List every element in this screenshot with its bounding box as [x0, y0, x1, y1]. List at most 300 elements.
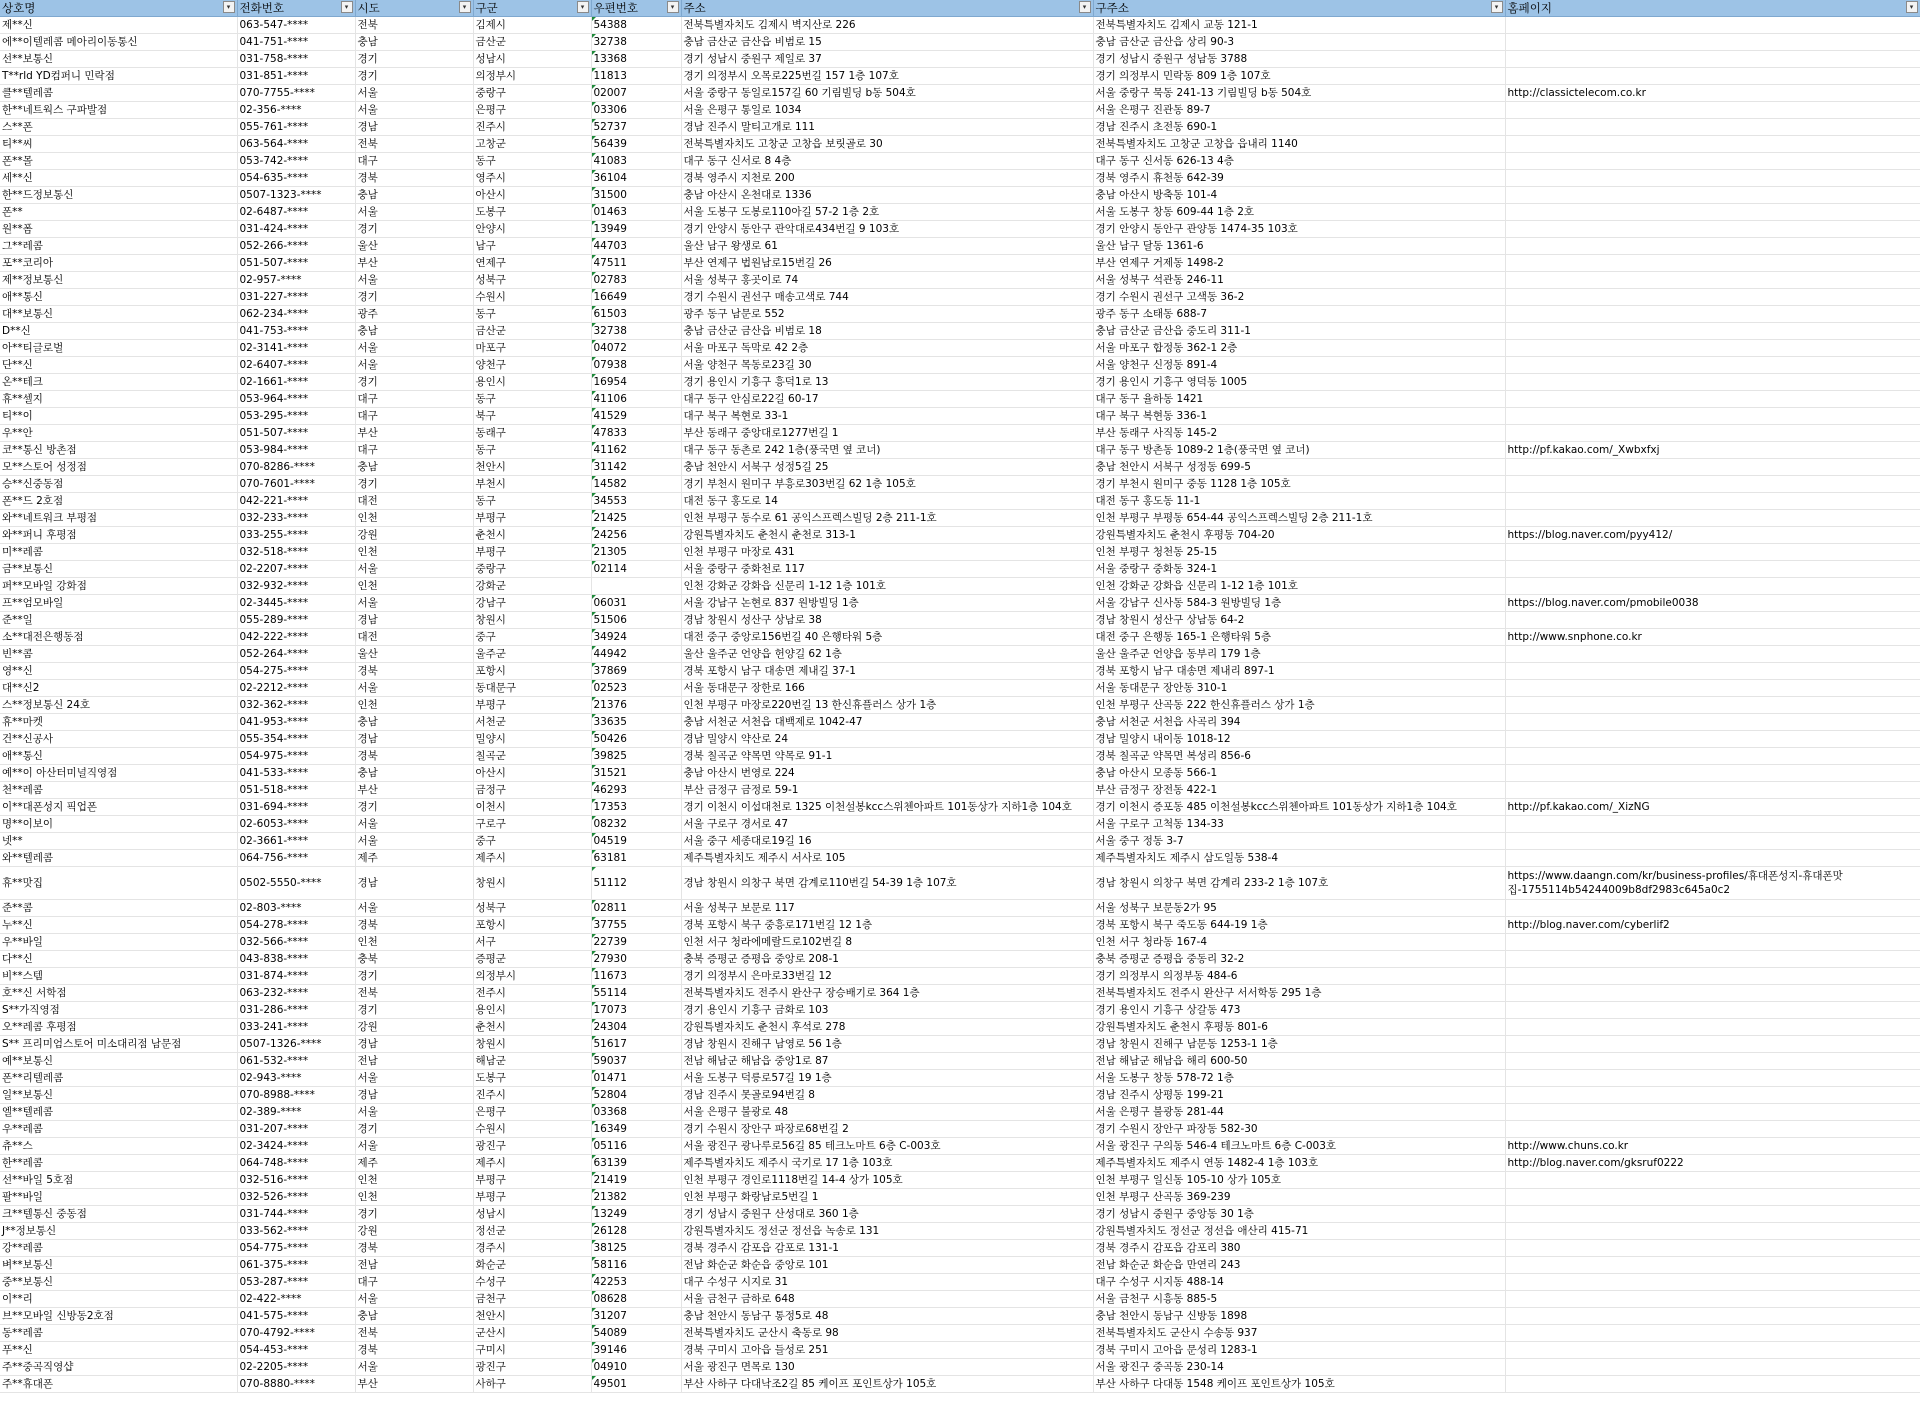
cell-address[interactable]: 경북 경주시 감포읍 감포로 131-1: [681, 1240, 1093, 1257]
cell-homepage[interactable]: [1505, 408, 1920, 425]
cell-address[interactable]: 경북 칠곡군 약목면 약목로 91-1: [681, 748, 1093, 765]
cell-gugun[interactable]: 의정부시: [473, 68, 591, 85]
cell-homepage[interactable]: [1505, 357, 1920, 374]
cell-address[interactable]: 충남 금산군 금산읍 비범로 18: [681, 323, 1093, 340]
cell-phone[interactable]: 042-221-****: [237, 493, 355, 510]
cell-zipcode[interactable]: 56439: [591, 136, 681, 153]
cell-old-address[interactable]: 부산 금정구 장전동 422-1: [1093, 782, 1505, 799]
table-row[interactable]: [0, 1359, 1920, 1376]
cell-phone[interactable]: 02-803-****: [237, 900, 355, 917]
cell-store-name[interactable]: T**rld YD컴퍼니 민락점: [0, 68, 237, 85]
cell-gugun[interactable]: 화순군: [473, 1257, 591, 1274]
cell-sido[interactable]: 충남: [355, 1308, 473, 1325]
table-row[interactable]: [0, 1087, 1920, 1104]
cell-address[interactable]: 대구 북구 복현로 33-1: [681, 408, 1093, 425]
cell-store-name[interactable]: 소**대전은행동점: [0, 629, 237, 646]
cell-phone[interactable]: 054-278-****: [237, 917, 355, 934]
cell-store-name[interactable]: 폰**몰: [0, 153, 237, 170]
cell-store-name[interactable]: 중**보통신: [0, 1274, 237, 1291]
cell-zipcode[interactable]: 17353: [591, 799, 681, 816]
cell-zipcode[interactable]: 07938: [591, 357, 681, 374]
cell-old-address[interactable]: 경남 창원시 의창구 북면 감계리 233-2 1층 107호: [1093, 867, 1505, 900]
column-header-gugun[interactable]: [473, 0, 591, 17]
cell-zipcode[interactable]: 26128: [591, 1223, 681, 1240]
cell-zipcode[interactable]: 02114: [591, 561, 681, 578]
cell-homepage[interactable]: [1505, 1206, 1920, 1223]
table-row[interactable]: [0, 1376, 1920, 1393]
table-row[interactable]: [0, 968, 1920, 985]
cell-homepage[interactable]: http://blog.naver.com/gksruf0222: [1505, 1155, 1920, 1172]
cell-zipcode[interactable]: 31142: [591, 459, 681, 476]
cell-zipcode[interactable]: 03306: [591, 102, 681, 119]
cell-phone[interactable]: 055-289-****: [237, 612, 355, 629]
cell-phone[interactable]: 02-389-****: [237, 1104, 355, 1121]
cell-phone[interactable]: 051-518-****: [237, 782, 355, 799]
cell-store-name[interactable]: 엘**텔레콤: [0, 1104, 237, 1121]
cell-old-address[interactable]: 경기 용인시 기흥구 상갈동 473: [1093, 1002, 1505, 1019]
cell-gugun[interactable]: 전주시: [473, 985, 591, 1002]
cell-address[interactable]: 경북 구미시 고아읍 들성로 251: [681, 1342, 1093, 1359]
cell-homepage[interactable]: [1505, 850, 1920, 867]
cell-gugun[interactable]: 군산시: [473, 1325, 591, 1342]
cell-phone[interactable]: 032-516-****: [237, 1172, 355, 1189]
cell-old-address[interactable]: 대구 북구 복현동 336-1: [1093, 408, 1505, 425]
cell-sido[interactable]: 강원: [355, 1223, 473, 1240]
cell-old-address[interactable]: 인천 서구 청라동 167-4: [1093, 934, 1505, 951]
cell-homepage[interactable]: [1505, 951, 1920, 968]
cell-phone[interactable]: 053-984-****: [237, 442, 355, 459]
table-row[interactable]: [0, 17, 1920, 34]
cell-store-name[interactable]: 스**정보통신 24호: [0, 697, 237, 714]
cell-zipcode[interactable]: 16954: [591, 374, 681, 391]
cell-sido[interactable]: 서울: [355, 816, 473, 833]
cell-old-address[interactable]: 충남 금산군 금산읍 상리 90-3: [1093, 34, 1505, 51]
cell-homepage[interactable]: [1505, 968, 1920, 985]
table-row[interactable]: [0, 510, 1920, 527]
table-row[interactable]: [0, 1036, 1920, 1053]
cell-sido[interactable]: 경기: [355, 51, 473, 68]
cell-store-name[interactable]: 우**레콤: [0, 1121, 237, 1138]
cell-old-address[interactable]: 제주특별자치도 제주시 연동 1482-4 1층 103호: [1093, 1155, 1505, 1172]
table-row[interactable]: [0, 323, 1920, 340]
cell-gugun[interactable]: 성남시: [473, 51, 591, 68]
cell-sido[interactable]: 대전: [355, 629, 473, 646]
cell-phone[interactable]: 033-255-****: [237, 527, 355, 544]
cell-zipcode[interactable]: 59037: [591, 1053, 681, 1070]
cell-homepage[interactable]: [1505, 272, 1920, 289]
cell-sido[interactable]: 서울: [355, 340, 473, 357]
cell-old-address[interactable]: 인천 부평구 산곡동 369-239: [1093, 1189, 1505, 1206]
cell-phone[interactable]: 02-3661-****: [237, 833, 355, 850]
table-row[interactable]: [0, 119, 1920, 136]
cell-sido[interactable]: 울산: [355, 646, 473, 663]
cell-zipcode[interactable]: 14582: [591, 476, 681, 493]
cell-zipcode[interactable]: 52804: [591, 1087, 681, 1104]
cell-address[interactable]: 경기 성남시 중원구 산성대로 360 1층: [681, 1206, 1093, 1223]
cell-old-address[interactable]: 서울 중랑구 묵동 241-13 기림빌딩 b동 504호: [1093, 85, 1505, 102]
cell-zipcode[interactable]: 02523: [591, 680, 681, 697]
cell-zipcode[interactable]: 52737: [591, 119, 681, 136]
cell-sido[interactable]: 강원: [355, 527, 473, 544]
table-row[interactable]: [0, 374, 1920, 391]
cell-old-address[interactable]: 전북특별자치도 고창군 고창읍 읍내리 1140: [1093, 136, 1505, 153]
cell-sido[interactable]: 제주: [355, 1155, 473, 1172]
cell-homepage[interactable]: [1505, 425, 1920, 442]
cell-store-name[interactable]: 애**통신: [0, 748, 237, 765]
cell-zipcode[interactable]: 24304: [591, 1019, 681, 1036]
cell-store-name[interactable]: 휴**마켓: [0, 714, 237, 731]
cell-store-name[interactable]: 주**중곡직영샵: [0, 1359, 237, 1376]
cell-store-name[interactable]: 선**바일 5호점: [0, 1172, 237, 1189]
cell-gugun[interactable]: 해남군: [473, 1053, 591, 1070]
cell-store-name[interactable]: 누**신: [0, 917, 237, 934]
cell-old-address[interactable]: 대전 중구 은행동 165-1 은행타워 5층: [1093, 629, 1505, 646]
table-row[interactable]: [0, 697, 1920, 714]
cell-old-address[interactable]: 충남 금산군 금산읍 중도리 311-1: [1093, 323, 1505, 340]
cell-homepage[interactable]: [1505, 697, 1920, 714]
cell-address[interactable]: 충남 천안시 서북구 성정5길 25: [681, 459, 1093, 476]
cell-address[interactable]: 경기 용인시 기흥구 흥덕1로 13: [681, 374, 1093, 391]
cell-old-address[interactable]: 대구 동구 방촌동 1089-2 1층(풍국면 옆 코너): [1093, 442, 1505, 459]
cell-sido[interactable]: 대구: [355, 153, 473, 170]
cell-sido[interactable]: 전남: [355, 1257, 473, 1274]
cell-address[interactable]: 인천 부평구 마장로 431: [681, 544, 1093, 561]
cell-address[interactable]: 강원특별자치도 춘천시 후석로 278: [681, 1019, 1093, 1036]
cell-store-name[interactable]: 티**이: [0, 408, 237, 425]
cell-zipcode[interactable]: 50426: [591, 731, 681, 748]
cell-gugun[interactable]: 부천시: [473, 476, 591, 493]
dropdown-arrow-icon[interactable]: ▾: [341, 1, 353, 13]
table-row[interactable]: [0, 238, 1920, 255]
cell-phone[interactable]: 061-375-****: [237, 1257, 355, 1274]
cell-phone[interactable]: 051-507-****: [237, 255, 355, 272]
cell-gugun[interactable]: 동대문구: [473, 680, 591, 697]
cell-address[interactable]: 인천 강화군 강화읍 신문리 1-12 1층 101호: [681, 578, 1093, 595]
cell-sido[interactable]: 부산: [355, 425, 473, 442]
cell-sido[interactable]: 대전: [355, 493, 473, 510]
cell-zipcode[interactable]: 39825: [591, 748, 681, 765]
cell-homepage[interactable]: [1505, 714, 1920, 731]
cell-store-name[interactable]: 크**텔통신 중동점: [0, 1206, 237, 1223]
cell-old-address[interactable]: 울산 울주군 언양읍 동부리 179 1층: [1093, 646, 1505, 663]
cell-phone[interactable]: 031-851-****: [237, 68, 355, 85]
cell-homepage[interactable]: [1505, 289, 1920, 306]
cell-old-address[interactable]: 전북특별자치도 군산시 수송동 937: [1093, 1325, 1505, 1342]
cell-homepage[interactable]: [1505, 204, 1920, 221]
cell-zipcode[interactable]: 41162: [591, 442, 681, 459]
cell-gugun[interactable]: 진주시: [473, 1087, 591, 1104]
cell-phone[interactable]: 070-7755-****: [237, 85, 355, 102]
cell-phone[interactable]: 02-2207-****: [237, 561, 355, 578]
cell-old-address[interactable]: 충남 아산시 방축동 101-4: [1093, 187, 1505, 204]
cell-zipcode[interactable]: 31500: [591, 187, 681, 204]
cell-old-address[interactable]: 서울 중랑구 중화동 324-1: [1093, 561, 1505, 578]
cell-sido[interactable]: 서울: [355, 595, 473, 612]
table-row[interactable]: [0, 357, 1920, 374]
cell-address[interactable]: 광주 동구 남문로 552: [681, 306, 1093, 323]
cell-old-address[interactable]: 경남 진주시 초전동 690-1: [1093, 119, 1505, 136]
cell-store-name[interactable]: 강**레콤: [0, 1240, 237, 1257]
cell-store-name[interactable]: 대**보통신: [0, 306, 237, 323]
cell-old-address[interactable]: 서울 도봉구 창동 609-44 1층 2호: [1093, 204, 1505, 221]
table-row[interactable]: [0, 561, 1920, 578]
cell-phone[interactable]: 041-753-****: [237, 323, 355, 340]
cell-homepage[interactable]: https://blog.naver.com/pmobile0038: [1505, 595, 1920, 612]
cell-gugun[interactable]: 창원시: [473, 1036, 591, 1053]
cell-phone[interactable]: 031-694-****: [237, 799, 355, 816]
cell-old-address[interactable]: 경기 성남시 중원구 성남동 3788: [1093, 51, 1505, 68]
cell-sido[interactable]: 부산: [355, 782, 473, 799]
cell-store-name[interactable]: 준**콤: [0, 900, 237, 917]
table-row[interactable]: [0, 629, 1920, 646]
cell-homepage[interactable]: [1505, 136, 1920, 153]
cell-homepage[interactable]: [1505, 782, 1920, 799]
cell-gugun[interactable]: 성북구: [473, 272, 591, 289]
cell-gugun[interactable]: 양천구: [473, 357, 591, 374]
cell-address[interactable]: 경기 이천시 이섭대천로 1325 이천설봉kcc스위첸아파트 101동상가 지하1층 104호: [681, 799, 1093, 816]
cell-old-address[interactable]: 경북 구미시 고아읍 문성리 1283-1: [1093, 1342, 1505, 1359]
cell-old-address[interactable]: 서울 은평구 불광동 281-44: [1093, 1104, 1505, 1121]
cell-store-name[interactable]: 스**폰: [0, 119, 237, 136]
cell-phone[interactable]: 070-8988-****: [237, 1087, 355, 1104]
cell-address[interactable]: 인천 부평구 화랑남로5번길 1: [681, 1189, 1093, 1206]
cell-homepage[interactable]: [1505, 663, 1920, 680]
cell-phone[interactable]: 070-4792-****: [237, 1325, 355, 1342]
cell-sido[interactable]: 충남: [355, 765, 473, 782]
column-header-zipcode[interactable]: [591, 0, 681, 17]
table-row[interactable]: [0, 306, 1920, 323]
cell-homepage[interactable]: [1505, 1274, 1920, 1291]
cell-phone[interactable]: 054-635-****: [237, 170, 355, 187]
cell-zipcode[interactable]: 17073: [591, 1002, 681, 1019]
cell-store-name[interactable]: 영**신: [0, 663, 237, 680]
cell-old-address[interactable]: 서울 중구 정동 3-7: [1093, 833, 1505, 850]
cell-store-name[interactable]: 명**이보이: [0, 816, 237, 833]
cell-zipcode[interactable]: 06031: [591, 595, 681, 612]
cell-old-address[interactable]: 경남 밀양시 내이동 1018-12: [1093, 731, 1505, 748]
cell-address[interactable]: 서울 구로구 경서로 47: [681, 816, 1093, 833]
cell-store-name[interactable]: 주**휴대폰: [0, 1376, 237, 1393]
cell-zipcode[interactable]: 21425: [591, 510, 681, 527]
cell-gugun[interactable]: 제주시: [473, 850, 591, 867]
cell-zipcode[interactable]: 03368: [591, 1104, 681, 1121]
cell-store-name[interactable]: 벼**보통신: [0, 1257, 237, 1274]
cell-address[interactable]: 경남 밀양시 약산로 24: [681, 731, 1093, 748]
cell-gugun[interactable]: 용인시: [473, 374, 591, 391]
cell-old-address[interactable]: 대구 동구 율하동 1421: [1093, 391, 1505, 408]
table-row[interactable]: [0, 170, 1920, 187]
column-header-homepage[interactable]: [1505, 0, 1920, 17]
cell-homepage[interactable]: [1505, 493, 1920, 510]
cell-sido[interactable]: 경남: [355, 867, 473, 900]
cell-address[interactable]: 경기 용인시 기흥구 금화로 103: [681, 1002, 1093, 1019]
cell-store-name[interactable]: 아**티글로벌: [0, 340, 237, 357]
cell-homepage[interactable]: [1505, 1359, 1920, 1376]
cell-gugun[interactable]: 도봉구: [473, 204, 591, 221]
cell-phone[interactable]: 054-975-****: [237, 748, 355, 765]
table-row[interactable]: [0, 1206, 1920, 1223]
cell-gugun[interactable]: 동래구: [473, 425, 591, 442]
cell-homepage[interactable]: [1505, 1087, 1920, 1104]
cell-store-name[interactable]: 애**통신: [0, 289, 237, 306]
cell-sido[interactable]: 경남: [355, 731, 473, 748]
cell-homepage[interactable]: [1505, 578, 1920, 595]
cell-old-address[interactable]: 경남 진주시 상평동 199-21: [1093, 1087, 1505, 1104]
cell-store-name[interactable]: 온**테크: [0, 374, 237, 391]
cell-gugun[interactable]: 고창군: [473, 136, 591, 153]
cell-address[interactable]: 대구 수성구 시지로 31: [681, 1274, 1093, 1291]
cell-homepage[interactable]: https://blog.naver.com/pyy412/: [1505, 527, 1920, 544]
cell-zipcode[interactable]: 34924: [591, 629, 681, 646]
cell-zipcode[interactable]: 31207: [591, 1308, 681, 1325]
cell-sido[interactable]: 인천: [355, 1172, 473, 1189]
cell-homepage[interactable]: [1505, 1070, 1920, 1087]
table-row[interactable]: [0, 544, 1920, 561]
cell-homepage[interactable]: [1505, 765, 1920, 782]
cell-phone[interactable]: 02-1661-****: [237, 374, 355, 391]
cell-old-address[interactable]: 서울 도봉구 창동 578-72 1층: [1093, 1070, 1505, 1087]
cell-gugun[interactable]: 천안시: [473, 459, 591, 476]
cell-old-address[interactable]: 경기 부천시 원미구 중동 1128 1층 105호: [1093, 476, 1505, 493]
table-row[interactable]: [0, 1070, 1920, 1087]
cell-gugun[interactable]: 금천구: [473, 1291, 591, 1308]
cell-sido[interactable]: 충남: [355, 714, 473, 731]
cell-address[interactable]: 서울 은평구 불광로 48: [681, 1104, 1093, 1121]
cell-old-address[interactable]: 경기 의정부시 민락동 809 1층 107호: [1093, 68, 1505, 85]
table-row[interactable]: [0, 340, 1920, 357]
cell-sido[interactable]: 대구: [355, 1274, 473, 1291]
cell-store-name[interactable]: 일**보통신: [0, 1087, 237, 1104]
cell-old-address[interactable]: 서울 마포구 합정동 362-1 2층: [1093, 340, 1505, 357]
cell-homepage[interactable]: [1505, 1257, 1920, 1274]
cell-address[interactable]: 경북 포항시 북구 중흥로171번길 12 1층: [681, 917, 1093, 934]
table-row[interactable]: [0, 951, 1920, 968]
cell-sido[interactable]: 대구: [355, 391, 473, 408]
cell-zipcode[interactable]: 46293: [591, 782, 681, 799]
cell-sido[interactable]: 전북: [355, 985, 473, 1002]
cell-gugun[interactable]: 아산시: [473, 765, 591, 782]
cell-gugun[interactable]: 구미시: [473, 1342, 591, 1359]
cell-old-address[interactable]: 서울 구로구 고척동 134-33: [1093, 816, 1505, 833]
cell-address[interactable]: 전북특별자치도 군산시 축동로 98: [681, 1325, 1093, 1342]
column-header-address[interactable]: [681, 0, 1093, 17]
cell-phone[interactable]: 051-507-****: [237, 425, 355, 442]
table-row[interactable]: [0, 1257, 1920, 1274]
cell-homepage[interactable]: [1505, 17, 1920, 34]
cell-old-address[interactable]: 인천 부평구 부평동 654-44 공익스프렉스빌딩 2층 211-1호: [1093, 510, 1505, 527]
cell-zipcode[interactable]: 42253: [591, 1274, 681, 1291]
cell-homepage[interactable]: [1505, 170, 1920, 187]
cell-sido[interactable]: 경남: [355, 119, 473, 136]
cell-store-name[interactable]: 빈**콤: [0, 646, 237, 663]
cell-sido[interactable]: 서울: [355, 900, 473, 917]
cell-gugun[interactable]: 성남시: [473, 1206, 591, 1223]
cell-phone[interactable]: 02-943-****: [237, 1070, 355, 1087]
cell-phone[interactable]: 033-562-****: [237, 1223, 355, 1240]
cell-zipcode[interactable]: 13949: [591, 221, 681, 238]
cell-sido[interactable]: 경북: [355, 1342, 473, 1359]
cell-phone[interactable]: 042-222-****: [237, 629, 355, 646]
cell-zipcode[interactable]: 27930: [591, 951, 681, 968]
cell-old-address[interactable]: 부산 사하구 다대동 1548 케이프 포인트상가 105호: [1093, 1376, 1505, 1393]
cell-gugun[interactable]: 의정부시: [473, 968, 591, 985]
cell-old-address[interactable]: 대구 동구 신서동 626-13 4층: [1093, 153, 1505, 170]
cell-zipcode[interactable]: 21305: [591, 544, 681, 561]
column-header-store-name[interactable]: [0, 0, 237, 17]
table-row[interactable]: [0, 68, 1920, 85]
cell-phone[interactable]: 031-227-****: [237, 289, 355, 306]
cell-store-name[interactable]: 포**코리아: [0, 255, 237, 272]
cell-homepage[interactable]: [1505, 1019, 1920, 1036]
cell-sido[interactable]: 인천: [355, 544, 473, 561]
cell-phone[interactable]: 033-241-****: [237, 1019, 355, 1036]
cell-phone[interactable]: 055-761-****: [237, 119, 355, 136]
cell-zipcode[interactable]: 16349: [591, 1121, 681, 1138]
cell-address[interactable]: 대전 중구 중앙로156번길 40 은행타워 5층: [681, 629, 1093, 646]
cell-homepage[interactable]: [1505, 1342, 1920, 1359]
cell-sido[interactable]: 부산: [355, 255, 473, 272]
cell-address[interactable]: 서울 동대문구 장한로 166: [681, 680, 1093, 697]
table-row[interactable]: [0, 850, 1920, 867]
cell-sido[interactable]: 경북: [355, 663, 473, 680]
cell-homepage[interactable]: http://pf.kakao.com/_XizNG: [1505, 799, 1920, 816]
cell-gugun[interactable]: 천안시: [473, 1308, 591, 1325]
cell-homepage[interactable]: [1505, 731, 1920, 748]
cell-address[interactable]: 전북특별자치도 전주시 완산구 장승배기로 364 1층: [681, 985, 1093, 1002]
cell-store-name[interactable]: 코**통신 방촌점: [0, 442, 237, 459]
cell-address[interactable]: 경기 의정부시 은마로33번길 12: [681, 968, 1093, 985]
cell-homepage[interactable]: [1505, 1053, 1920, 1070]
cell-phone[interactable]: 02-2205-****: [237, 1359, 355, 1376]
cell-old-address[interactable]: 서울 강남구 신사동 584-3 원방빌딩 1층: [1093, 595, 1505, 612]
cell-store-name[interactable]: 천**레콤: [0, 782, 237, 799]
table-row[interactable]: [0, 934, 1920, 951]
cell-store-name[interactable]: 대**신2: [0, 680, 237, 697]
cell-phone[interactable]: 063-547-****: [237, 17, 355, 34]
cell-address[interactable]: 제주특별자치도 제주시 국기로 17 1층 103호: [681, 1155, 1093, 1172]
cell-store-name[interactable]: 넷**: [0, 833, 237, 850]
cell-homepage[interactable]: [1505, 323, 1920, 340]
cell-homepage[interactable]: [1505, 1308, 1920, 1325]
cell-address[interactable]: 서울 중구 세종대로19길 16: [681, 833, 1093, 850]
cell-phone[interactable]: 02-3445-****: [237, 595, 355, 612]
cell-store-name[interactable]: 제**신: [0, 17, 237, 34]
cell-zipcode[interactable]: 34553: [591, 493, 681, 510]
cell-address[interactable]: 인천 부평구 경인로1118번길 14-4 상가 105호: [681, 1172, 1093, 1189]
cell-sido[interactable]: 서울: [355, 1359, 473, 1376]
cell-old-address[interactable]: 경북 칠곡군 약목면 복성리 856-6: [1093, 748, 1505, 765]
cell-phone[interactable]: 032-233-****: [237, 510, 355, 527]
cell-store-name[interactable]: 미**레콤: [0, 544, 237, 561]
cell-sido[interactable]: 광주: [355, 306, 473, 323]
cell-sido[interactable]: 대구: [355, 442, 473, 459]
cell-homepage[interactable]: [1505, 1036, 1920, 1053]
cell-gugun[interactable]: 구로구: [473, 816, 591, 833]
cell-store-name[interactable]: S**가직영점: [0, 1002, 237, 1019]
cell-sido[interactable]: 서울: [355, 833, 473, 850]
cell-address[interactable]: 경기 성남시 중원구 제일로 37: [681, 51, 1093, 68]
cell-zipcode[interactable]: 38125: [591, 1240, 681, 1257]
cell-zipcode[interactable]: 21382: [591, 1189, 681, 1206]
cell-phone[interactable]: 054-275-****: [237, 663, 355, 680]
cell-sido[interactable]: 경북: [355, 748, 473, 765]
cell-homepage[interactable]: [1505, 646, 1920, 663]
cell-sido[interactable]: 경기: [355, 374, 473, 391]
table-row[interactable]: [0, 816, 1920, 833]
cell-address[interactable]: 제주특별자치도 제주시 서사로 105: [681, 850, 1093, 867]
cell-zipcode[interactable]: 13368: [591, 51, 681, 68]
cell-old-address[interactable]: 경기 수원시 권선구 고색동 36-2: [1093, 289, 1505, 306]
